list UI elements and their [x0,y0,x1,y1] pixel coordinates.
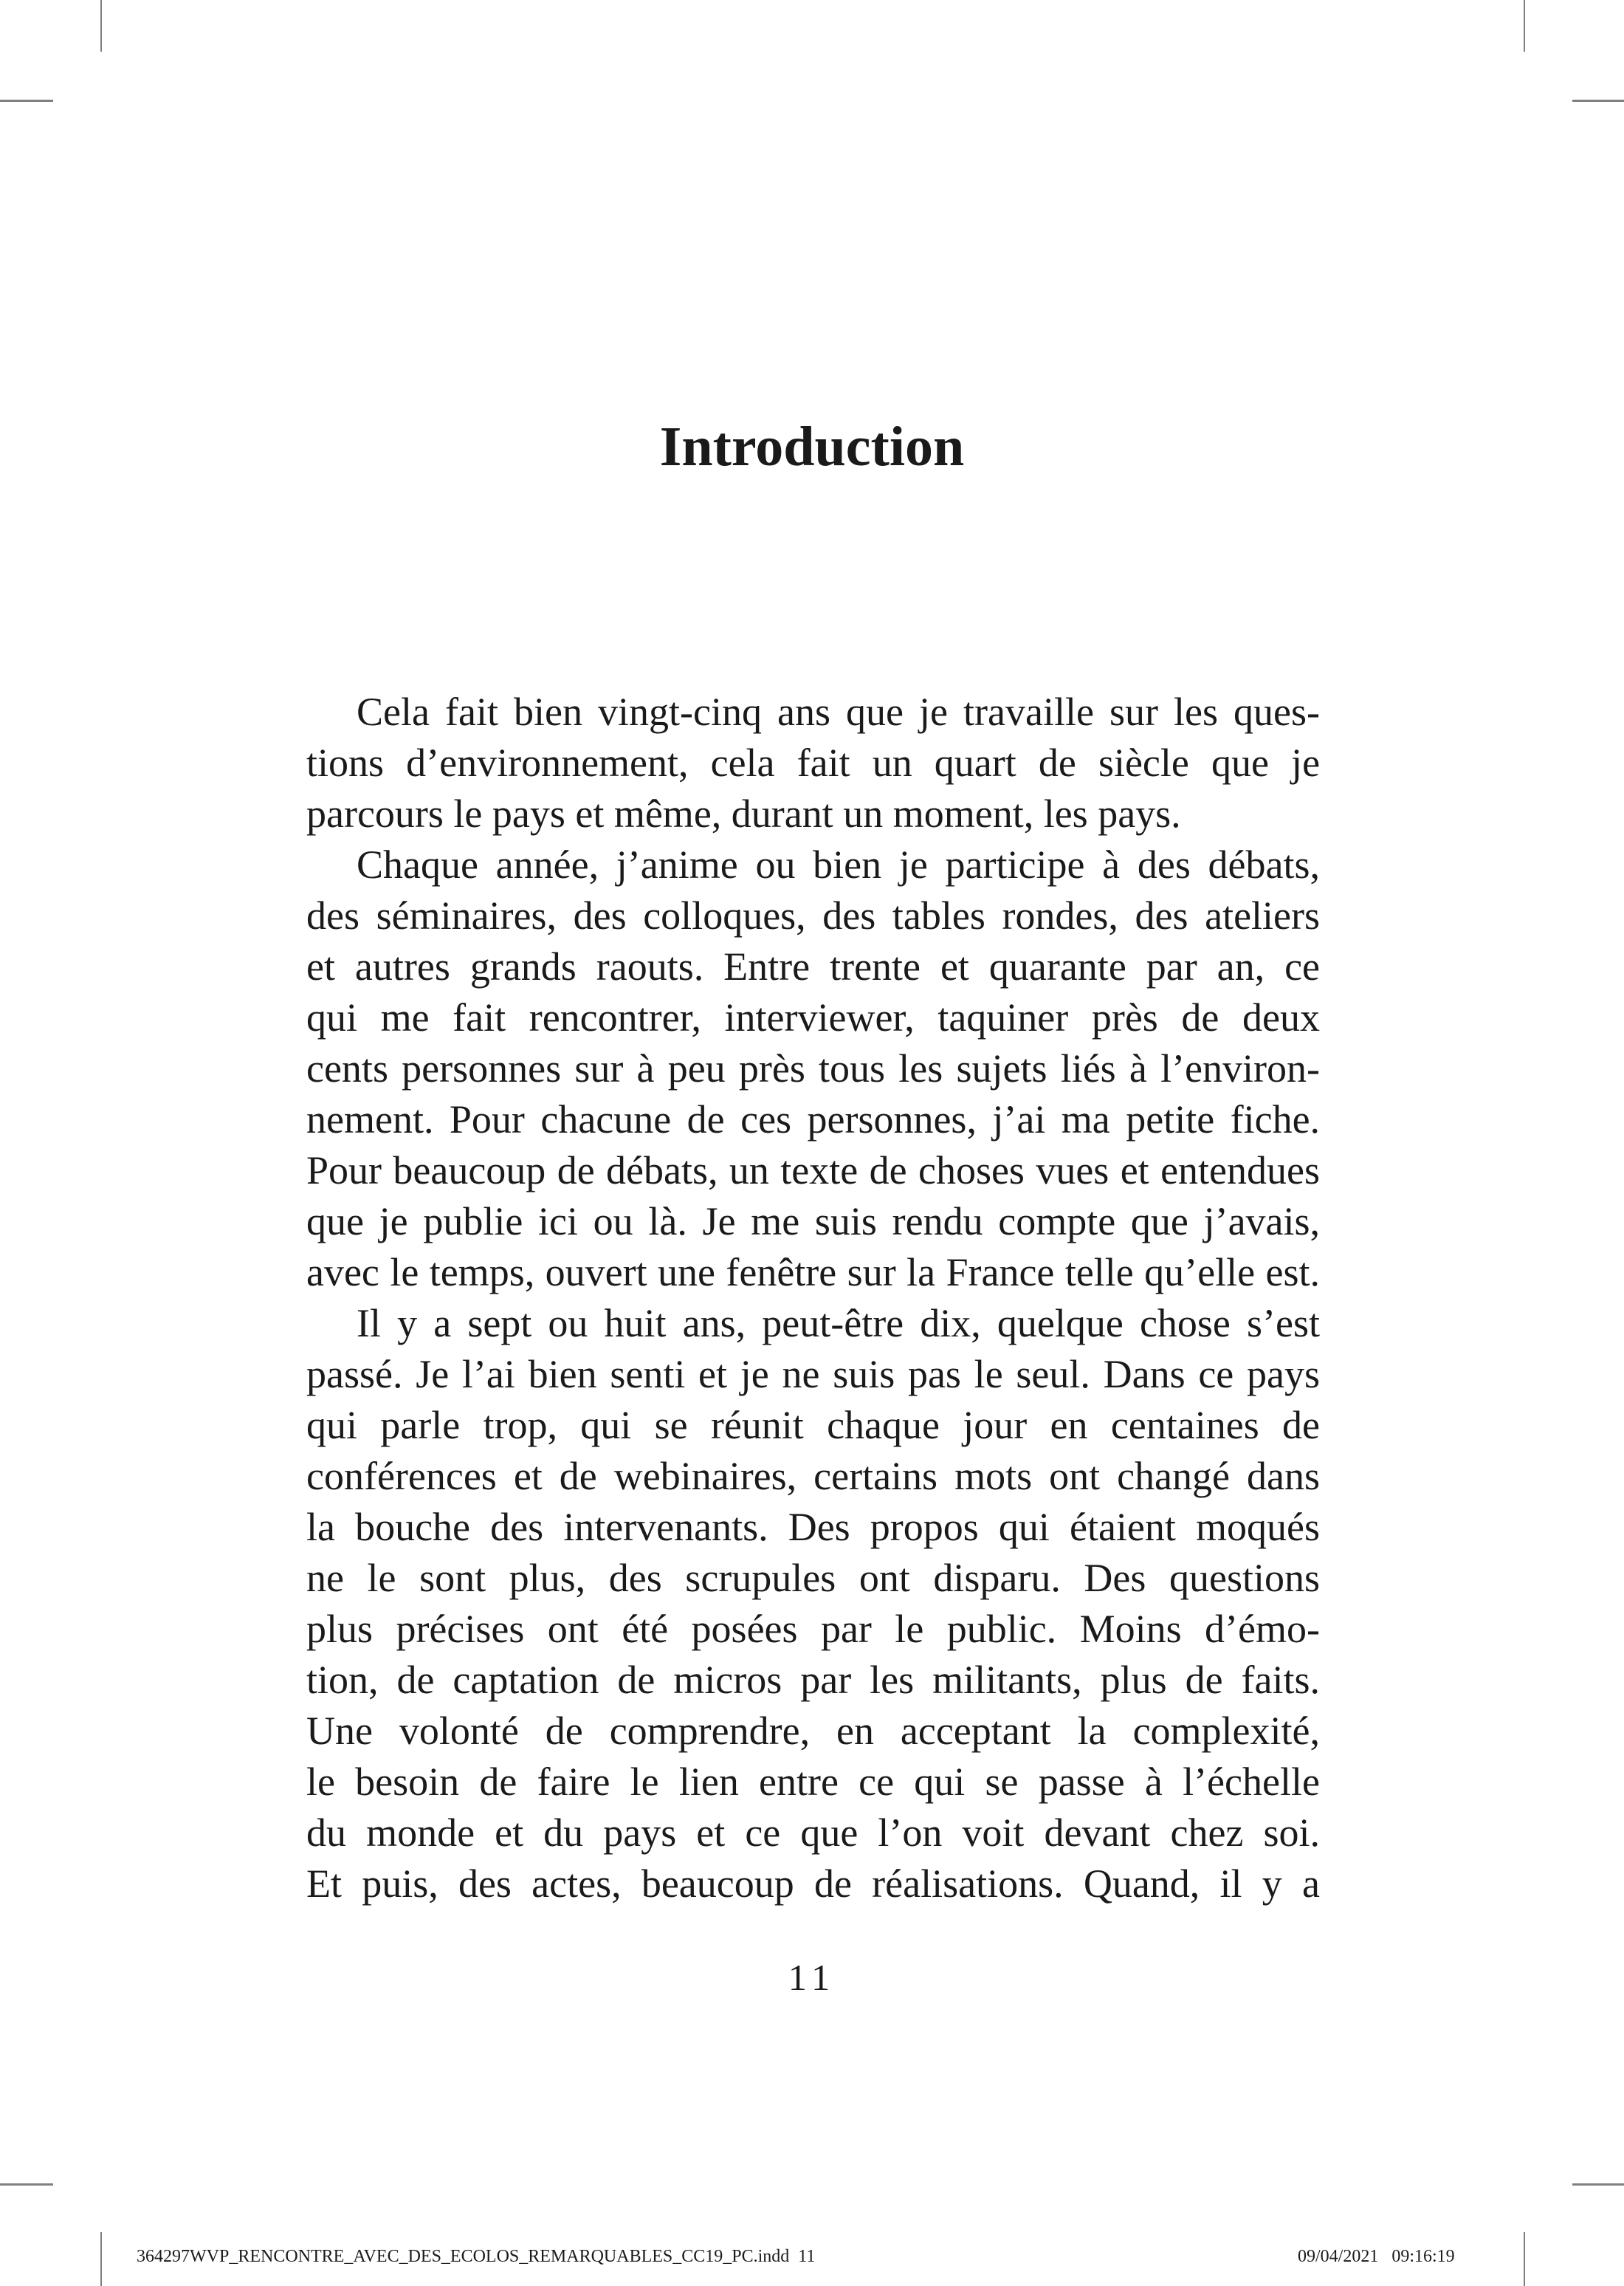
text-line: Il y a sept ou huit ans, peut-être dix, quelque chose s’est [357,1301,1320,1345]
slug-file-name: 364297WVP_RENCONTRE_AVEC_DES_ECOLOS_REMARQUABLES_CC19_PC.indd 11 [137,2247,816,2266]
text-line: avec le temps, ouvert une fenêtre sur la France telle qu’elle est. [306,1250,1321,1294]
text-line: Et puis, des actes, beaucoup de réalisations. Quand, il y a [306,1861,1320,1906]
text-line: des séminaires, des colloques, des tables rondes, des ateliers [306,893,1321,938]
text-line: passé. Je l’ai bien senti et je ne suis pas le seul. Dans ce pays [306,1352,1320,1396]
slug-time: 09:16:19 [1391,2247,1455,2266]
slug-timestamp [1298,2245,1455,2268]
text-line: la bouche des intervenants. Des propos qui étaient moqués [306,1505,1320,1549]
slug-date: 09/04/2021 [1298,2247,1379,2266]
crop-mark-bottom-right-vertical [1524,2232,1525,2286]
text-line: cents personnes sur à peu près tous les sujets liés à l’environ- [306,1046,1320,1091]
text-line: qui parle trop, qui se réunit chaque jour en centaines de [306,1403,1320,1447]
text-line: que je publie ici ou là. Je me suis rendu compte que j’avais, [306,1199,1321,1243]
text-line: Cela fait bien vingt-cinq ans que je travaille sur les ques- [357,690,1321,734]
text-line: du monde et du pays et ce que l’on voit devant chez soi. [306,1810,1320,1855]
text-line: le besoin de faire le lien entre ce qui se passe à l’échelle [306,1760,1320,1804]
crop-mark-top-left-vertical [100,0,102,52]
paragraph [306,687,1320,840]
chapter-title: Introduction [659,416,965,478]
body-text [306,687,1320,1909]
crop-mark-bottom-left-vertical [100,2232,102,2286]
text-line: ne le sont plus, des scrupules ont disparu. Des questions [306,1556,1320,1600]
text-line: tion, de captation de micros par les militants, plus de faits. [306,1658,1321,1702]
text-line: parcours le pays et même, durant un moment, les pays. [306,792,1181,836]
crop-mark-top-left-horizontal [0,100,53,102]
text-line: conférences et de webinaires, certains mots ont changé dans [306,1454,1320,1498]
crop-mark-top-right-horizontal [1572,100,1624,102]
text-line: Une volonté de comprendre, en acceptant la complexité, [306,1709,1320,1753]
crop-mark-bottom-left-horizontal [0,2183,53,2186]
paragraph [306,840,1320,1298]
text-line: plus précises ont été posées par le public. Moins d’émo- [306,1607,1320,1651]
text-line: nement. Pour chacune de ces personnes, j’ai ma petite fiche. [306,1097,1321,1142]
page-number: 11 [788,1957,836,1998]
crop-mark-bottom-right-horizontal [1572,2183,1624,2186]
text-line: qui me fait rencontrer, interviewer, taquiner près de deux [306,995,1320,1040]
paragraph [306,1298,1320,1909]
text-line: et autres grands raouts. Entre trente et quarante par an, ce [306,944,1321,989]
text-line: Chaque année, j’anime ou bien je participe à des débats, [357,842,1321,887]
crop-mark-top-right-vertical [1524,0,1525,52]
text-line: tions d’environnement, cela fait un quart de siècle que je [306,741,1321,785]
text-line: Pour beaucoup de débats, un texte de choses vues et entendues [306,1148,1320,1192]
